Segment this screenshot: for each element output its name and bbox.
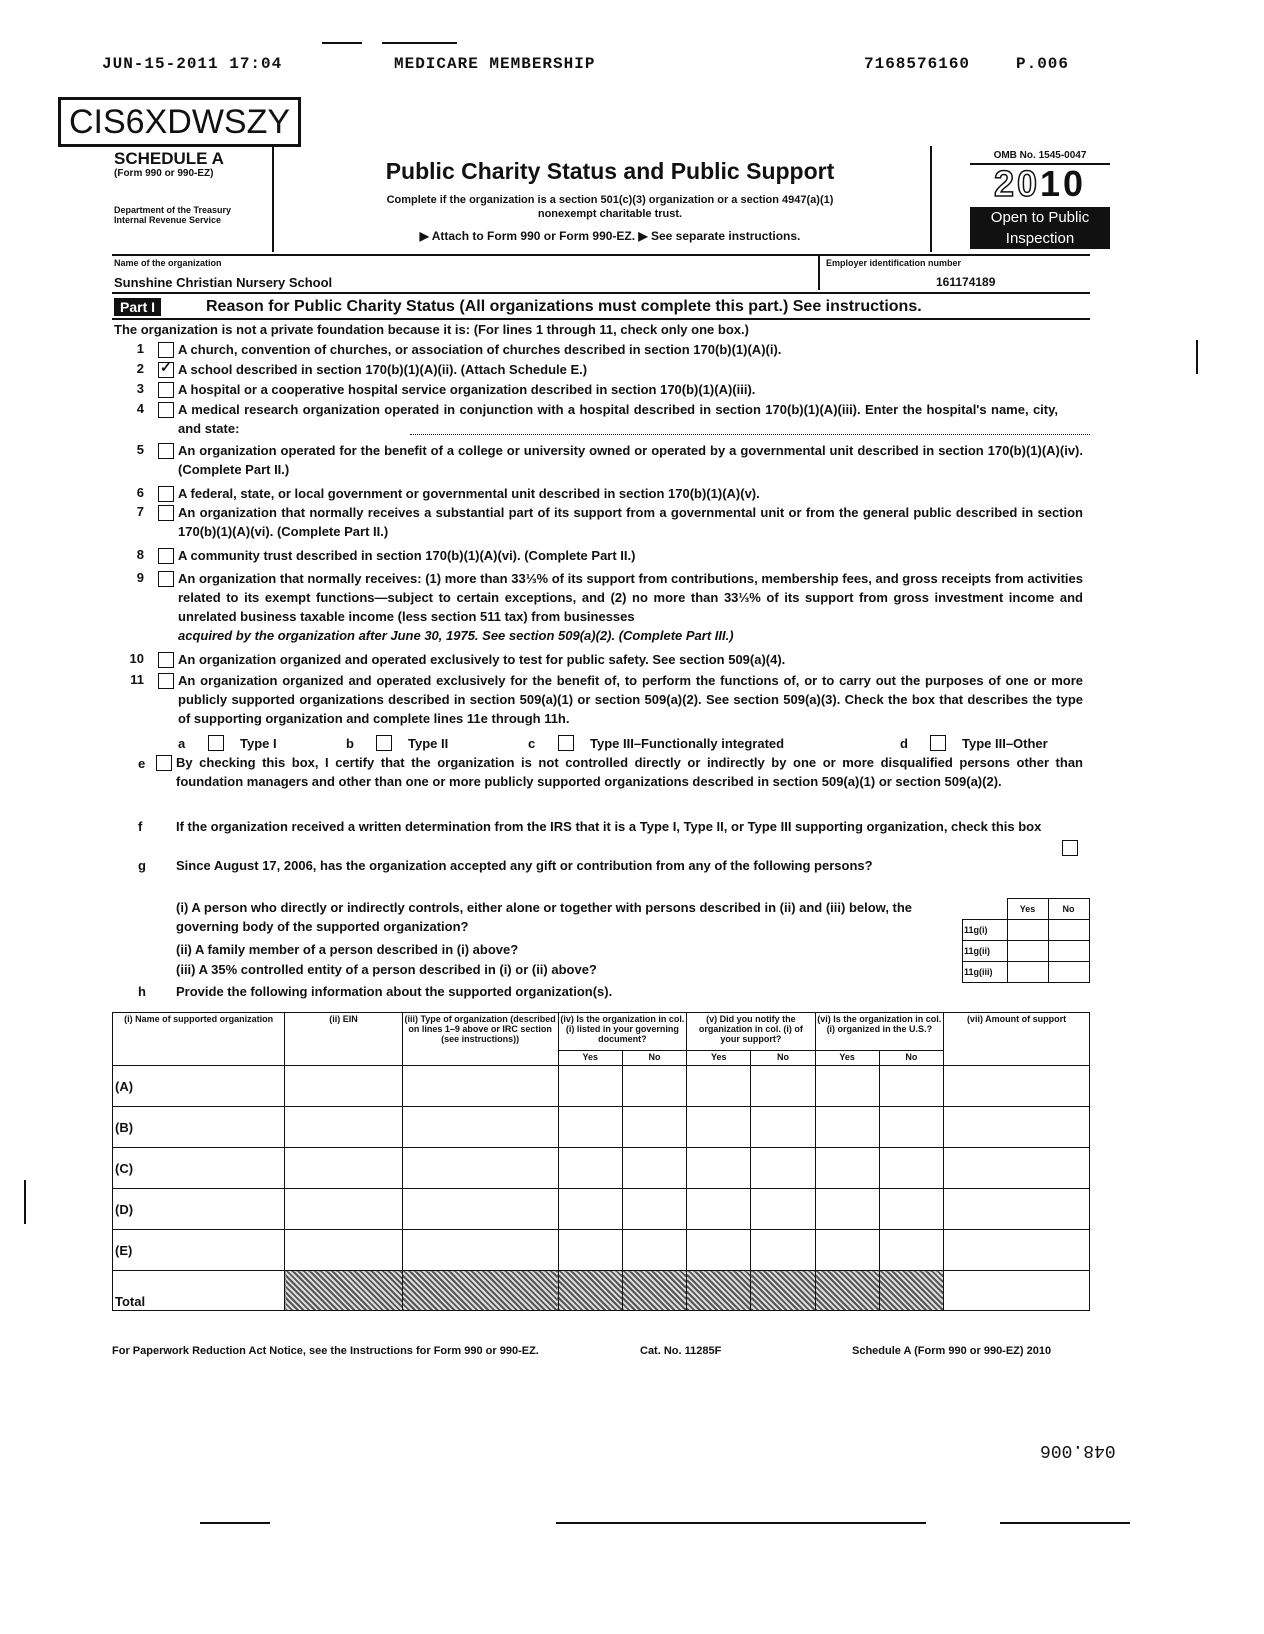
- table-cell[interactable]: [558, 1230, 622, 1271]
- shaded-cell: [622, 1271, 686, 1311]
- irs-label: Internal Revenue Service: [114, 215, 222, 225]
- checkbox-line-6[interactable]: [158, 486, 174, 502]
- row-label: (C): [113, 1148, 285, 1189]
- omb-block: [970, 150, 1110, 249]
- line-11g-text: Since August 17, 2006, has the organization accepted any gift or contribution from any of the following persons?: [176, 858, 873, 873]
- table-cell[interactable]: [879, 1066, 943, 1107]
- yes-cell[interactable]: [1007, 961, 1048, 982]
- total-amount-cell[interactable]: [944, 1271, 1090, 1311]
- table-cell[interactable]: [944, 1189, 1090, 1230]
- table-cell[interactable]: [558, 1148, 622, 1189]
- line-number: 3: [136, 381, 144, 396]
- attach-instructions: ▶ Attach to Form 990 or Form 990-EZ. ▶ See separate instructions.: [419, 229, 801, 243]
- col-header-amount: (vii) Amount of support: [944, 1013, 1090, 1066]
- checkbox-line-5[interactable]: [158, 443, 174, 459]
- line-number: 5: [136, 442, 144, 457]
- line-number: 9: [136, 570, 144, 585]
- scan-artifact: [556, 1522, 926, 1524]
- line-7-text: An organization that normally receives a substantial part of its support from a governmental unit or from the general public described in section 170(b)(1)(A)(vi). (Complete Part II.): [178, 505, 1083, 539]
- schedule-label: SCHEDULE A: [114, 149, 224, 168]
- table-cell[interactable]: [687, 1230, 751, 1271]
- table-cell[interactable]: [402, 1230, 558, 1271]
- table-cell[interactable]: [558, 1189, 622, 1230]
- col-header-ein: (ii) EIN: [285, 1013, 402, 1066]
- tax-year: [970, 163, 1110, 203]
- total-row: [113, 1271, 1090, 1311]
- table-cell[interactable]: [751, 1230, 815, 1271]
- line-number: 10: [129, 651, 144, 666]
- total-label: Total: [113, 1271, 285, 1311]
- form-reference: (Form 990 or 990-EZ): [114, 168, 214, 179]
- row-label: (A): [113, 1066, 285, 1107]
- type-a-label: Type I: [240, 736, 277, 751]
- table-cell[interactable]: [815, 1107, 879, 1148]
- table-cell[interactable]: [558, 1066, 622, 1107]
- table-cell[interactable]: [815, 1066, 879, 1107]
- org-name-label: Name of the organization: [114, 258, 222, 268]
- public-inspection-badge: [970, 207, 1110, 249]
- yes-cell[interactable]: [1007, 919, 1048, 940]
- table-cell[interactable]: [285, 1148, 402, 1189]
- yes-no-grid: [962, 898, 1090, 983]
- form-title-block: [280, 158, 940, 243]
- divider: [272, 146, 274, 252]
- no-cell[interactable]: [1048, 940, 1089, 961]
- shaded-cell: [402, 1271, 558, 1311]
- paperwork-notice: For Paperwork Reduction Act Notice, see the Instructions for Form 990 or 990-EZ.: [112, 1345, 539, 1357]
- no-cell[interactable]: [1048, 919, 1089, 940]
- line-number: 6: [136, 485, 144, 500]
- schedule-header: [114, 150, 274, 225]
- fax-phone: 7168576160: [864, 55, 971, 73]
- line-number: 7: [136, 504, 144, 519]
- row-label: (E): [113, 1230, 285, 1271]
- no-cell[interactable]: [1048, 961, 1089, 982]
- row-label: (D): [113, 1189, 285, 1230]
- no-header: No: [622, 1051, 686, 1066]
- part-title: Reason for Public Charity Status (All organizations must complete this part.) See instructions.: [206, 298, 922, 315]
- part-tag: Part I: [114, 298, 161, 316]
- catalog-number: Cat. No. 11285F: [640, 1345, 722, 1357]
- shaded-cell: [879, 1271, 943, 1311]
- no-header: No: [879, 1051, 943, 1066]
- table-cell[interactable]: [815, 1148, 879, 1189]
- table-cell[interactable]: [622, 1107, 686, 1148]
- line-g-letter: g: [138, 858, 146, 873]
- table-cell[interactable]: [402, 1066, 558, 1107]
- table-cell[interactable]: [558, 1107, 622, 1148]
- line-9-continued: acquired by the organization after June 30, 1975. See section 509(a)(2). (Complete Part III.): [178, 628, 734, 643]
- table-row: [113, 1189, 1090, 1230]
- table-row: [113, 1066, 1090, 1107]
- table-row: [113, 1148, 1090, 1189]
- type-a-letter: a: [178, 736, 186, 751]
- department-label: Department of the Treasury: [114, 205, 232, 215]
- page-stamp: 048.006: [1040, 1440, 1116, 1460]
- part-intro: The organization is not a private foundation because it is: (For lines 1 through 11, check only one box.): [114, 322, 749, 337]
- divider: [112, 318, 1090, 320]
- checkbox-line-4[interactable]: [158, 402, 174, 418]
- yes-header: Yes: [815, 1051, 879, 1066]
- table-cell[interactable]: [285, 1107, 402, 1148]
- line-10-text: An organization organized and operated exclusively to test for public safety. See section 509(a)(4).: [178, 652, 786, 667]
- supported-orgs-table: [112, 1012, 1090, 1311]
- line-11h-text: Provide the following information about the supported organization(s).: [176, 984, 613, 999]
- year-outline: 20: [993, 163, 1040, 204]
- fax-sender: MEDICARE MEMBERSHIP: [394, 55, 596, 73]
- table-cell[interactable]: [879, 1189, 943, 1230]
- line-11g-ii-text: (ii) A family member of a person described in (i) above?: [176, 942, 519, 957]
- type-d-letter: d: [900, 736, 908, 751]
- checkbox-line-2[interactable]: [158, 359, 174, 378]
- checkbox-type-3-functional[interactable]: [558, 735, 574, 751]
- table-cell[interactable]: [402, 1189, 558, 1230]
- scan-artifact: [1000, 1522, 1130, 1524]
- table-cell[interactable]: [622, 1230, 686, 1271]
- divider: [322, 42, 362, 44]
- type-b-letter: b: [346, 736, 354, 751]
- table-cell[interactable]: [687, 1148, 751, 1189]
- schedule-footer: Schedule A (Form 990 or 990-EZ) 2010: [852, 1345, 1052, 1357]
- table-cell[interactable]: [815, 1230, 879, 1271]
- line-number: 2: [136, 361, 144, 376]
- scan-artifact: [1196, 340, 1198, 374]
- document-locator-number: CIS6XDWSZY: [58, 97, 301, 147]
- line-11g-iii-text: (iii) A 35% controlled entity of a person described in (i) or (ii) above?: [176, 962, 597, 977]
- row-ref: 11g(iii): [963, 961, 1008, 982]
- checkbox-type-1[interactable]: [208, 735, 224, 751]
- line-5-text: An organization operated for the benefit of a college or university owned or operated by a governmental unit described in section 170(b)(1)(A)(iv). (Complete Part II.): [178, 443, 1083, 477]
- line-11e-text: By checking this box, I certify that the organization is not controlled directly or indirectly by one or more disqualified persons other than foundation managers and other than one or more publicly supported organizations described in section 509(a)(1) or section 509(a)(2).: [176, 755, 1083, 789]
- table-cell[interactable]: [751, 1066, 815, 1107]
- type-c-label: Type III–Functionally integrated: [590, 736, 785, 751]
- inspection-line-1: Open to Public: [990, 209, 1090, 226]
- table-cell[interactable]: [622, 1148, 686, 1189]
- col-header-listed: (iv) Is the organization in col. (i) listed in your governing document?: [558, 1013, 686, 1051]
- table-cell[interactable]: [879, 1148, 943, 1189]
- shaded-cell: [815, 1271, 879, 1311]
- table-cell[interactable]: [687, 1189, 751, 1230]
- row-label: (B): [113, 1107, 285, 1148]
- yes-header: Yes: [687, 1051, 751, 1066]
- line-4-text: A medical research organization operated in conjunction with a hospital described in section 170(b)(1)(A)(iii). Enter the hospital's name, city, and state:: [178, 402, 1058, 436]
- type-d-label: Type III–Other: [962, 736, 1048, 751]
- line-1-text: A church, convention of churches, or association of churches described in section 170(b)(1)(A)(i).: [178, 342, 782, 357]
- inspection-line-2: Inspection: [1005, 230, 1075, 247]
- yes-header: Yes: [1007, 899, 1048, 920]
- line-11f-text: If the organization received a written determination from the IRS that it is a Type I, Type II, or Type III supporting organization, check this box: [176, 819, 1042, 834]
- table-cell[interactable]: [944, 1148, 1090, 1189]
- col-header-us-org: (vi) Is the organization in col. (i) organized in the U.S.?: [815, 1013, 943, 1051]
- fax-datetime: JUN-15-2011 17:04: [102, 55, 283, 73]
- divider: [112, 254, 1090, 256]
- checkbox-line-8[interactable]: [158, 548, 174, 564]
- divider: [112, 292, 1090, 294]
- table-cell[interactable]: [751, 1189, 815, 1230]
- row-ref: 11g(ii): [963, 940, 1008, 961]
- table-cell[interactable]: [751, 1148, 815, 1189]
- org-name: Sunshine Christian Nursery School: [114, 275, 333, 290]
- line-2-text: A school described in section 170(b)(1)(A)(ii). (Attach Schedule E.): [178, 362, 588, 377]
- table-cell[interactable]: [285, 1066, 402, 1107]
- checkbox-line-3[interactable]: [158, 382, 174, 398]
- table-cell[interactable]: [687, 1066, 751, 1107]
- check-mark-icon: ✓: [160, 359, 172, 375]
- table-cell[interactable]: [285, 1189, 402, 1230]
- table-cell[interactable]: [815, 1189, 879, 1230]
- table-cell[interactable]: [402, 1107, 558, 1148]
- line-3-text: A hospital or a cooperative hospital service organization described in section 170(b)(1)(A)(iii).: [178, 382, 756, 397]
- col-header-name: (i) Name of supported organization: [113, 1013, 285, 1066]
- form-subtitle: Complete if the organization is a section 501(c)(3) organization or a section 4947(a)(1) nonexempt charitable trust.: [386, 194, 834, 220]
- hospital-name-field[interactable]: [410, 434, 1090, 435]
- fax-page: P.006: [1016, 55, 1070, 73]
- line-number: 1: [136, 341, 144, 356]
- table-cell[interactable]: [879, 1230, 943, 1271]
- ein-value: 161174189: [936, 275, 996, 289]
- shaded-cell: [751, 1271, 815, 1311]
- yes-header: Yes: [558, 1051, 622, 1066]
- checkbox-line-7[interactable]: [158, 505, 174, 521]
- checkbox-line-10[interactable]: [158, 652, 174, 668]
- table-cell[interactable]: [622, 1189, 686, 1230]
- line-f-letter: f: [138, 819, 143, 834]
- checkbox-line-11e[interactable]: [156, 755, 172, 771]
- table-cell[interactable]: [944, 1107, 1090, 1148]
- scan-artifact: [24, 1180, 26, 1224]
- table-cell[interactable]: [402, 1148, 558, 1189]
- line-6-text: A federal, state, or local government or governmental unit described in section 170(b)(1)(A)(v).: [178, 486, 760, 501]
- checkbox-type-3-other[interactable]: [930, 735, 946, 751]
- line-11g-i-text: (i) A person who directly or indirectly controls, either alone or together with persons described in (ii) and (iii) below, the governing body of the supported organization?: [176, 900, 913, 934]
- table-cell[interactable]: [751, 1107, 815, 1148]
- table-row: [113, 1230, 1090, 1271]
- line-11-text: An organization organized and operated exclusively for the benefit of, to perform the functions of, or to carry out the purposes of one or more publicly supported organizations described in section 509(a)(1) or section 509(a)(2). See section 509(a)(3). Check the box that describes the type of supporting organization and complete lines 11e through 11h.: [178, 673, 1083, 726]
- divider: [382, 42, 457, 44]
- no-header: No: [751, 1051, 815, 1066]
- table-cell[interactable]: [285, 1230, 402, 1271]
- line-e-letter: e: [138, 756, 146, 771]
- table-cell[interactable]: [879, 1107, 943, 1148]
- table-cell[interactable]: [622, 1066, 686, 1107]
- line-number: 4: [136, 401, 144, 416]
- divider: [818, 254, 820, 290]
- line-number: 11: [130, 672, 144, 687]
- ein-label: Employer identification number: [826, 258, 962, 268]
- shaded-cell: [687, 1271, 751, 1311]
- shaded-cell: [285, 1271, 402, 1311]
- yes-cell[interactable]: [1007, 940, 1048, 961]
- type-b-label: Type II: [408, 736, 449, 751]
- year-solid: 10: [1040, 163, 1087, 204]
- scan-artifact: [200, 1522, 270, 1524]
- form-title: Public Charity Status and Public Support: [385, 158, 835, 184]
- col-header-notified: (v) Did you notify the organization in col. (i) of your support?: [687, 1013, 815, 1051]
- table-cell[interactable]: [687, 1107, 751, 1148]
- shaded-cell: [558, 1271, 622, 1311]
- checkbox-line-1[interactable]: [158, 342, 174, 358]
- table-cell[interactable]: [944, 1066, 1090, 1107]
- checkbox-line-11[interactable]: [158, 673, 174, 689]
- no-header: No: [1048, 899, 1089, 920]
- row-ref: 11g(i): [963, 919, 1008, 940]
- line-8-text: A community trust described in section 170(b)(1)(A)(vi). (Complete Part II.): [178, 548, 636, 563]
- checkbox-line-9[interactable]: [158, 571, 174, 587]
- checkbox-type-2[interactable]: [376, 735, 392, 751]
- line-h-letter: h: [138, 984, 146, 999]
- col-header-type: (iii) Type of organization (described on lines 1–9 above or IRC section (see instructions)): [402, 1013, 558, 1066]
- table-row: [113, 1107, 1090, 1148]
- omb-number: OMB No. 1545-0047: [993, 150, 1087, 161]
- line-number: 8: [136, 547, 144, 562]
- line-9-text: An organization that normally receives: (1) more than 33⅓% of its support from contributions, membership fees, and gross receipts from activities related to its exempt functions—subject to certain exceptions, and (2) no more than 33⅓% of its support from gross investment income and unrelated business taxable income (less section 511 tax) from businesses: [178, 571, 1083, 624]
- table-cell[interactable]: [944, 1230, 1090, 1271]
- type-c-letter: c: [528, 736, 536, 751]
- checkbox-line-11f[interactable]: [1062, 840, 1078, 856]
